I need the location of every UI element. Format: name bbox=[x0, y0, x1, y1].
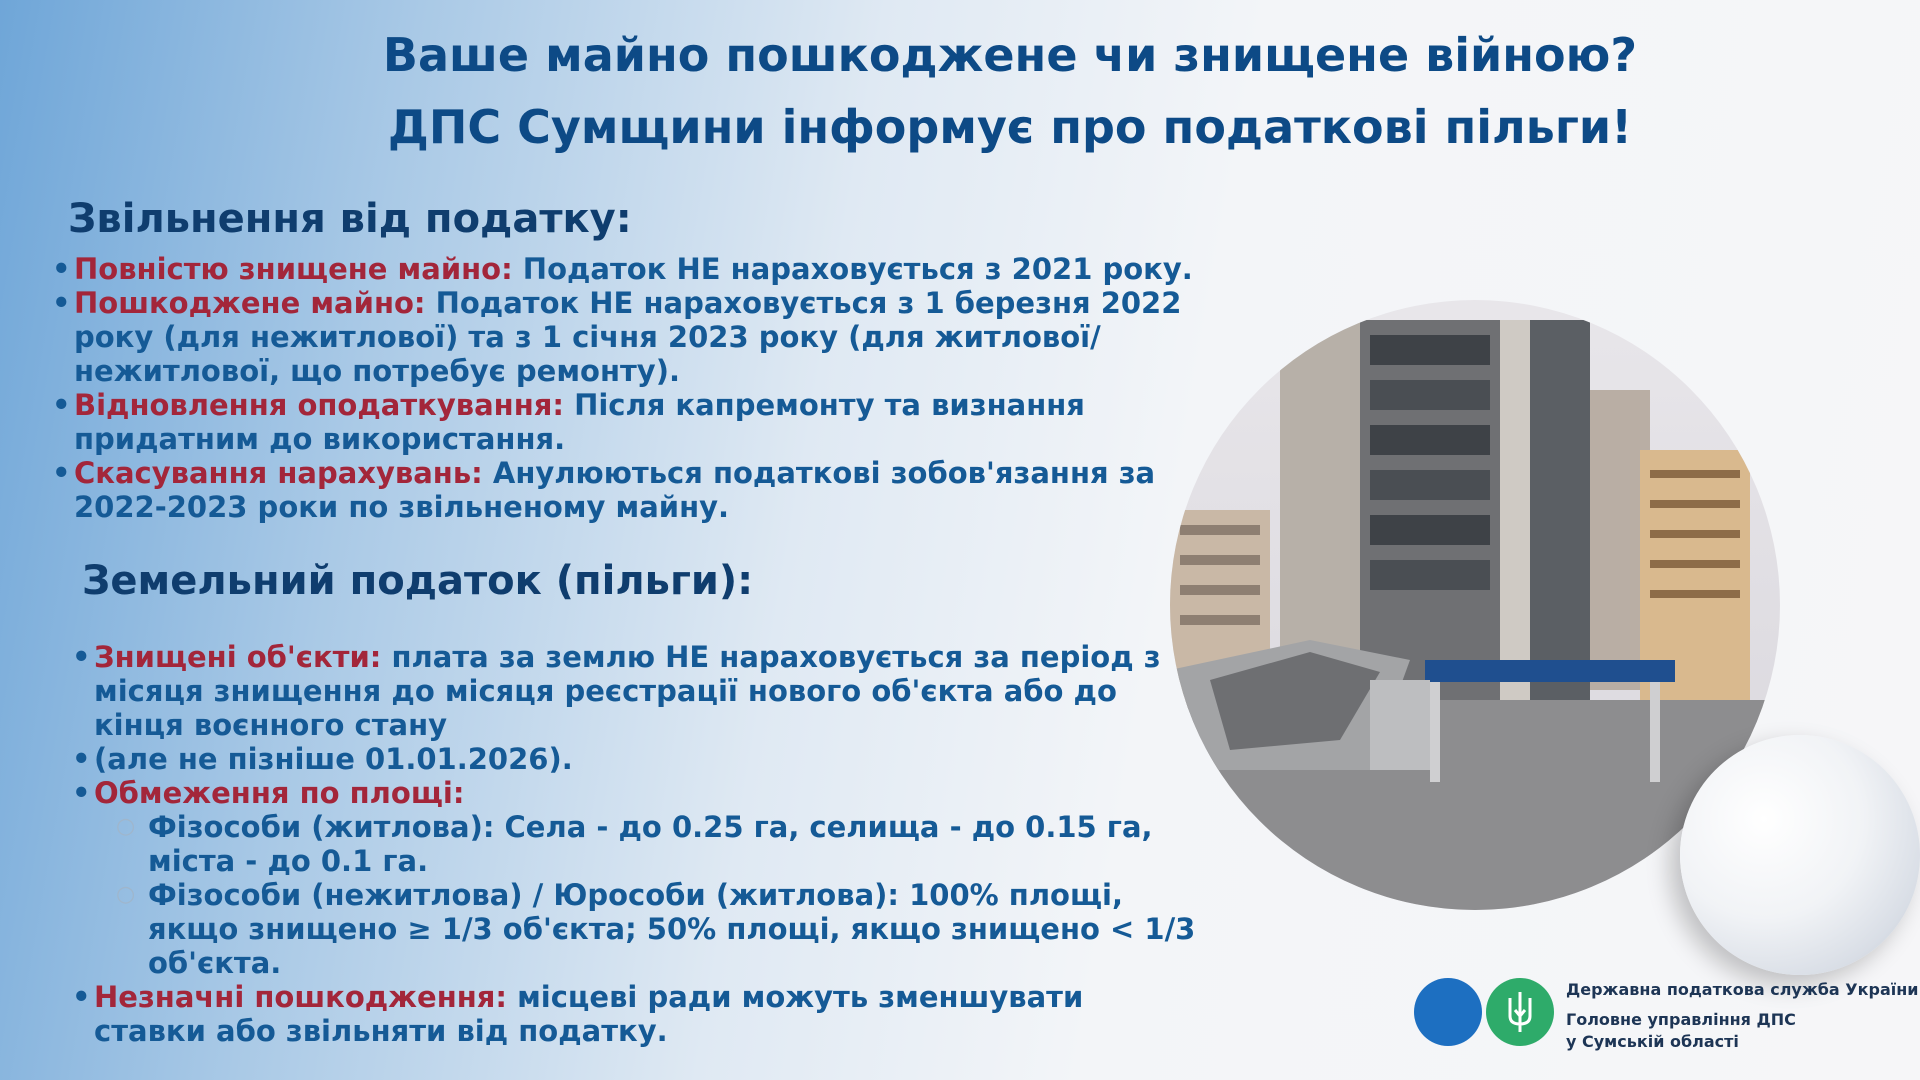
org-department: Головне управління ДПС bbox=[1566, 1010, 1796, 1029]
list-item: • Повністю знищене майно: Податок НЕ нараховується з 2021 року. bbox=[52, 252, 1193, 286]
org-name: Державна податкова служба України bbox=[1566, 980, 1919, 999]
item-label: Обмеження по площі: bbox=[94, 776, 465, 810]
item-label: Незначні пошкодження: bbox=[94, 980, 507, 1014]
item-text: Після капремонту та визнання придатним до використання. bbox=[74, 388, 1085, 456]
land-tax-list bbox=[72, 640, 1202, 1048]
item-label: Скасування нарахувань: bbox=[74, 456, 483, 490]
item-text: плата за землю НЕ нараховується за період з місяця знищення до місяця реєстрації нового об'єкта або до кінця воєнного стану bbox=[94, 640, 1161, 742]
list-item: • Пошкоджене майно: Податок НЕ нараховується з 1 березня 2022 року (для нежитлової) та з 1 січня 2023 року (для житлової/нежитлової, що потребує ремонту). bbox=[52, 286, 1182, 388]
exemption-heading: Звільнення від податку: bbox=[68, 196, 632, 242]
list-item: • Відновлення оподаткування: Після капремонту та визнання придатним до використання. bbox=[52, 388, 1085, 456]
tax-service-logo bbox=[1414, 978, 1482, 1046]
sub-list-item: ○ Фізособи (житлова): Села - до 0.25 га, селища - до 0.15 га, міста - до 0.1 га. bbox=[116, 810, 1153, 878]
page-title-line2: ДПС Сумщини інформує про податкові пільги! bbox=[387, 100, 1633, 154]
page-title-line1: Ваше майно пошкоджене чи знищене війною? bbox=[382, 28, 1638, 82]
item-text: (але не пізніше 01.01.2026). bbox=[94, 742, 573, 776]
sub-list-item: ○ Фізособи (нежитлова) / Юрособи (житлова): 100% площі, якщо знищено ≥ 1/3 об'єкта; 50% площі, якщо знищено < 1/3 об'єкта. bbox=[116, 878, 1196, 980]
item-text: Анулюються податкові зобов'язання за 2022-2023 роки по звільненому майну. bbox=[74, 456, 1156, 524]
page-curl-decoration bbox=[1680, 735, 1920, 975]
trident-emblem-icon bbox=[1486, 978, 1554, 1046]
item-label: Відновлення оподаткування: bbox=[74, 388, 564, 422]
sub-item-text: Фізособи (житлова): Села - до 0.25 га, селища - до 0.15 га, міста - до 0.1 га. bbox=[148, 810, 1153, 878]
list-item: • Скасування нарахувань: Анулюються податкові зобов'язання за 2022-2023 роки по звільненому майну. bbox=[52, 456, 1156, 524]
list-item: • Незначні пошкодження: місцеві ради можуть зменшувати ставки або звільняти від податку. bbox=[72, 980, 1084, 1048]
list-item: • Знищені об'єкти: плата за землю НЕ нараховується за період з місяця знищення до місяця реєстрації нового об'єкта або до кінця воєнного стану bbox=[72, 640, 1161, 742]
item-text: Податок НЕ нараховується з 2021 року. bbox=[512, 252, 1193, 286]
org-region: у Сумській області bbox=[1566, 1032, 1739, 1051]
item-label: Повністю знищене майно: bbox=[74, 252, 513, 286]
item-text: Податок НЕ нараховується з 1 березня 2022 року (для нежитлової) та з 1 січня 2023 року (для житлової/нежитлової, що потребує ремонту). bbox=[74, 286, 1182, 388]
list-item: • (але не пізніше 01.01.2026). bbox=[72, 742, 573, 776]
item-label: Знищені об'єкти: bbox=[94, 640, 382, 674]
exemption-list bbox=[52, 252, 1252, 524]
list-item: • Обмеження по площі: bbox=[72, 776, 465, 810]
land-tax-heading: Земельний податок (пільги): bbox=[82, 558, 754, 604]
item-text: місцеві ради можуть зменшувати ставки або звільняти від податку. bbox=[94, 980, 1084, 1048]
sub-item-text: Фізособи (нежитлова) / Юрособи (житлова): 100% площі, якщо знищено ≥ 1/3 об'єкта; 50% площі, якщо знищено < 1/3 об'єкта. bbox=[148, 878, 1196, 980]
item-label: Пошкоджене майно: bbox=[74, 286, 426, 320]
